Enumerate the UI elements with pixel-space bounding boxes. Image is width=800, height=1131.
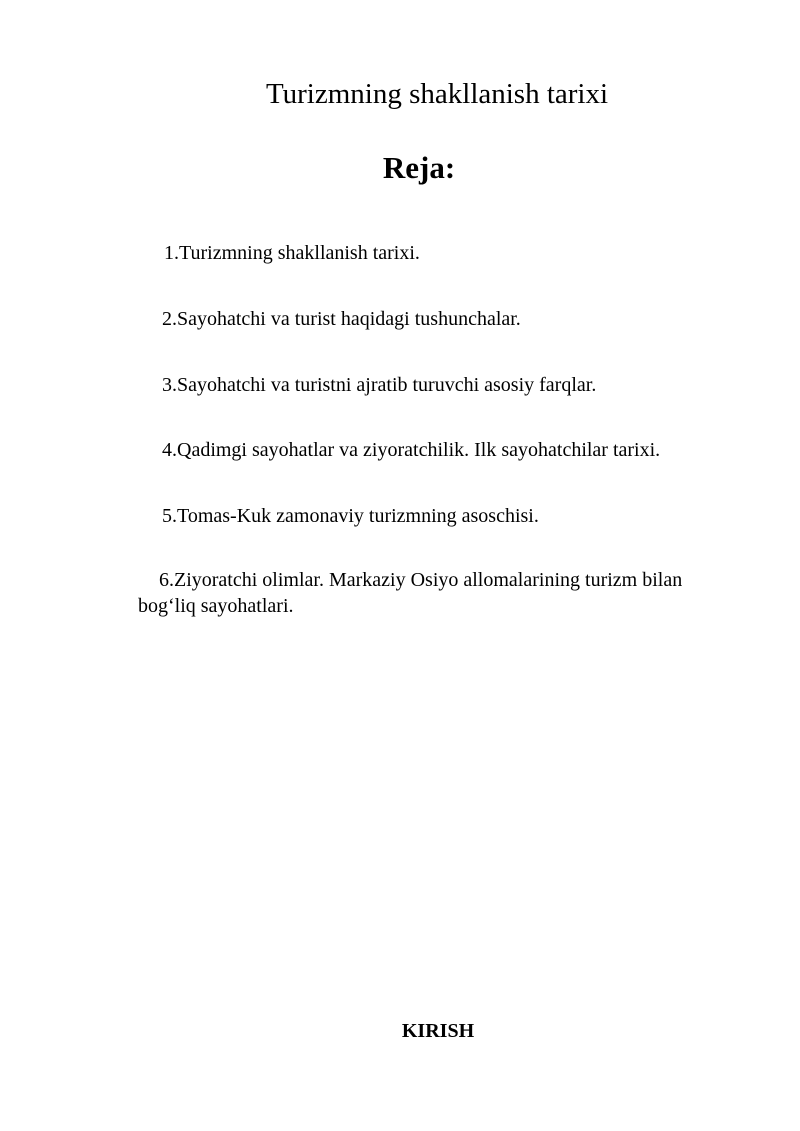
plan-item-5: 5.Tomas-Kuk zamonaviy turizmning asoschisi. <box>162 505 539 527</box>
plan-heading: Reja: <box>382 150 456 185</box>
plan-item-1: 1.Turizmning shakllanish tarixi. <box>164 242 420 264</box>
section-heading-kirish: KIRISH <box>401 1020 475 1042</box>
plan-item-6: 6.Ziyoratchi olimlar. Markaziy Osiyo allomalarining turizm bilan bog‘liq sayohatlari. <box>138 569 683 617</box>
plan-item-3: 3.Sayohatchi va turistni ajratib turuvchi asosiy farqlar. <box>162 374 597 396</box>
plan-item-2: 2.Sayohatchi va turist haqidagi tushunchalar. <box>162 308 521 330</box>
document-title: Turizmning shakllanish tarixi <box>265 78 609 110</box>
plan-item-4: 4.Qadimgi sayohatlar va ziyoratchilik. Ilk sayohatchilar tarixi. <box>162 439 661 461</box>
